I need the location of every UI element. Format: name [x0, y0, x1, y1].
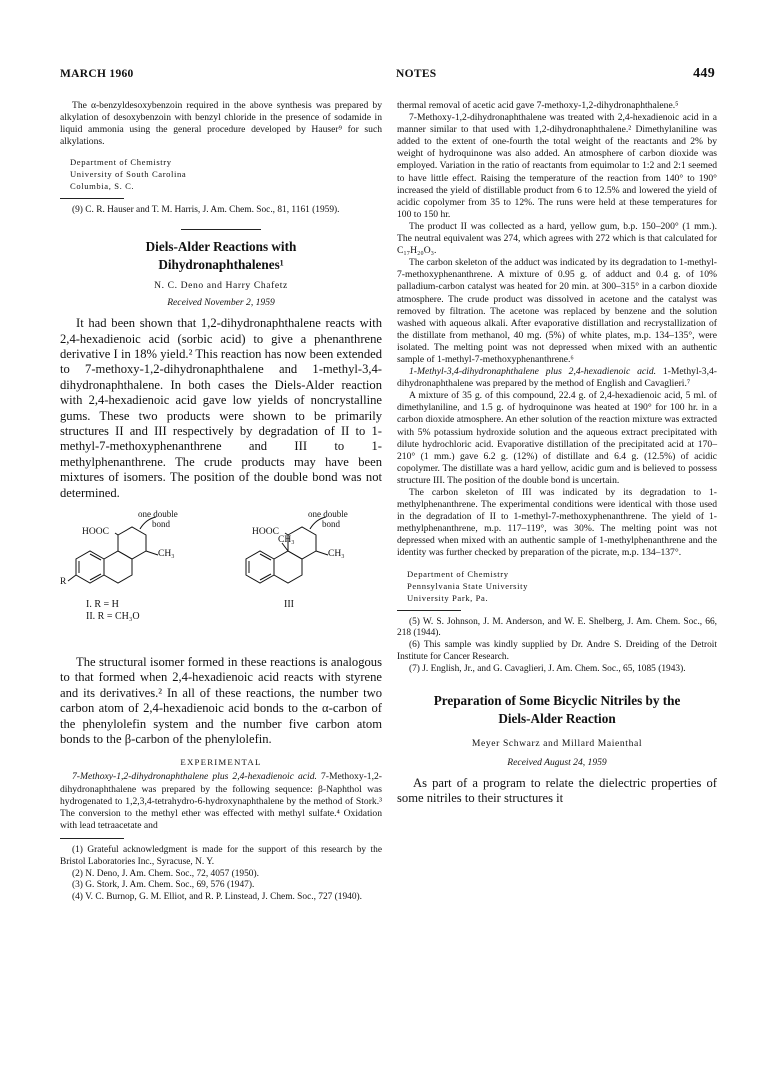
article2-authors: Meyer Schwarz and Millard Maienthal — [471, 737, 643, 749]
affiliation-line: University of South Carolina — [70, 169, 187, 180]
ring-top — [118, 527, 146, 559]
article2-received-date: Received August 24, 1959 — [507, 756, 607, 768]
prev-article-affiliation — [70, 156, 382, 192]
label-bond: bond — [152, 519, 170, 530]
footnote-5: (5) W. S. Johnson, J. M. Anderson, and W. E. Shelberg, J. Am. Chem. Soc., 66, 218 (1944). — [397, 616, 717, 639]
ring-middle — [104, 551, 132, 583]
left-column — [60, 100, 382, 904]
intro-paragraph-1: It had been shown that 1,2-dihydronaphthalene reacts with 2,4-hexadienoic acid (sorbic acid) to give a phenanthrene derivative I in 18% yield.² This reaction has now been extended to 7-methoxy-1,2-dihydronaphthalene and 1-methyl-3,4-dihydronaphthalene. In both cases the Diels-Alder reaction with 2,4-hexadienoic acid gave low yields of noncrystalline gums. These two products were shown to be primarily structures II and III respectively by degradation of II to 1-methyl-7-methoxyphenanthrene and III to 1-methylphenanthrene. The crude products may have been mixtures of isomers. The position of the double bond was not determined. — [60, 316, 382, 500]
footnote-divider — [60, 198, 124, 199]
chemical-structures — [60, 505, 382, 653]
article2-title-line2: Diels-Alder Reaction — [498, 710, 616, 726]
article-divider — [181, 229, 261, 230]
affiliation-line: Pennsylvania State University — [407, 580, 528, 591]
intro-paragraph-2: The structural isomer formed in these reactions is analogous to that formed when 2,4-hexadienoic acid reacts with styrene and its derivatives.² In all of these reactions, the number two carbon atom of 2,4-hexadienoic acid bonds to the α-carbon of the phenylolefin system and the number five carbon atom bonds to the β-carbon of the phenylolefin. — [60, 655, 382, 747]
experimental-heading: EXPERIMENTAL — [180, 757, 262, 768]
right-paragraph-6: A mixture of 35 g. of this compound, 22.4 g. of 2,4-hexadienoic acid, 5 ml. of dimethylaniline, and 1.5 g. of hydroquinone was heated at 190° for 100 hr. in a carbon dioxide atmosphere. An ether solution of the reaction mixture was extracted with 5% potassium hydroxide solution and the aqueous extract precipitated with dilute hydrochloric acid. Evaporative distillation of the precipitated acid at 170–210° (1 mm.) gave 6.2 g. (12%) of distillate and 6.4 g. (12.5%) of acidic copolymer. The distillate was a hard yellow, acidic gum and is believed to possess structure III. The position of the double bond is uncertain. — [397, 390, 717, 486]
affiliation-line: Department of Chemistry — [70, 157, 172, 168]
footnote-2: (2) N. Deno, J. Am. Chem. Soc., 72, 4057 (1950). — [72, 868, 259, 879]
label-hooc: HOOC — [82, 527, 109, 538]
right-column — [397, 100, 717, 806]
label-r: R — [60, 577, 67, 588]
footnote-divider — [60, 838, 124, 839]
footnote-6: (6) This sample was kindly supplied by Dr. Andre S. Dreiding of the Detroit Institute for Cancer Research. — [397, 640, 717, 662]
label-ch3-iii: CH₃ — [328, 549, 345, 560]
right-paragraph-2: 7-Methoxy-1,2-dihydronaphthalene was treated with 2,4-hexadienoic acid in a manner similar to that used with 1,2-dihydronaphthalene.² Dimethylaniline was added to the extent of one-fourth the total weight of the reactants and 2% by weight of hydroquinone was also added. An atmosphere of carbon dioxide was employed. Variation in the ratio of reactants from equimolar to 1:2 and 2:1 seemed to have little effect. Raising the temperature of the reaction from 140° to 190° increased the yield of distillable product from 6 to 12.5% and lowered the yield of acidic copolymer from 35 to 12%. The runs were held at these temperatures for 100 to 150 hr. — [397, 112, 717, 220]
ring-aromatic-iii — [246, 551, 274, 583]
footnote-divider — [397, 610, 461, 611]
label-one-double-iii: one double — [308, 509, 348, 520]
right-paragraph-5-text: 1-Methyl-3,4-dihydronaphthalene was prepared by the method of English and Cavaglieri.⁷ — [397, 366, 717, 390]
label-one-double: one double — [138, 509, 178, 520]
experimental-lead: 7-Methoxy-1,2-dihydronaphthalene plus 2,4-hexadienoic acid. — [72, 771, 317, 783]
label-structure-II: II. R = CH₃O — [86, 611, 140, 623]
affiliation-line: Department of Chemistry — [407, 568, 509, 579]
article-title-line2: Dihydronaphthalenes¹ — [158, 257, 284, 273]
article-title-line1: Diels-Alder Reactions with — [145, 239, 297, 255]
right-paragraph-4: The carbon skeleton of the adduct was indicated by its degradation to 1-methyl-7-methoxyphenanthrene. A mixture of 0.95 g. of adduct and 0.4 g. of 10% palladium-carbon catalyst was heated for 20 min. at 300–315° in a carbon dioxide atmosphere. The crude product was dissolved in acetone and the catalyst was removed by filtration. The acetone was replaced by benzene and the solution washed with aqueous alkali. After evaporative distillation and recrystallization of the distillate from methanol, 40 mg. (5%) of white plates, m.p. 134–135°, were isolated. The melting point was not depressed when mixed with an authentic sample of 1-methyl-7-methoxyphenanthrene.⁶ — [397, 257, 717, 365]
footnote-1: (1) Grateful acknowledgment is made for the support of this research by the Bristol Laboratories Inc., Syracuse, N. Y. — [60, 844, 382, 867]
right-paragraph-5 — [397, 366, 717, 390]
received-date: Received November 2, 1959 — [167, 297, 275, 309]
ring-aromatic — [76, 551, 104, 583]
label-bond-iii: bond — [322, 519, 340, 530]
experimental-paragraph-1 — [60, 771, 382, 831]
right-paragraph-7: The carbon skeleton of III was indicated by its degradation to 1-methylphenanthrene. The experimental conditions were identical with those used in the degradation of II to 1-methyl-7-methoxyphenanthrene. The yield of 1-methylphenanthrene, m.p. 117–119°, was 30%. The melting point was not depressed when mixed with an authentic sample of 1-methylphenanthrene and the identity was further checked by preparation of the picrate, m.p. 134–137°. — [397, 487, 717, 559]
page-number: 449 — [693, 66, 715, 81]
footnote-9: (9) C. R. Hauser and T. M. Harris, J. Am. Chem. Soc., 81, 1161 (1959). — [72, 205, 340, 216]
article2-intro: As part of a program to relate the dielectric properties of some nitriles to their structures it — [397, 775, 717, 805]
label-ch3: CH₃ — [158, 549, 175, 560]
affiliation-line: Columbia, S. C. — [70, 181, 135, 192]
article-authors: N. C. Deno and Harry Chafetz — [154, 280, 288, 292]
right-paragraph-5-lead: 1-Methyl-3,4-dihydronaphthalene plus 2,4-hexadienoic acid. — [409, 366, 657, 378]
running-head — [60, 68, 715, 88]
label-ch3-top-iii: CH₃ — [278, 535, 295, 546]
running-head-section: NOTES — [396, 68, 437, 80]
article2-title-line1: Preparation of Some Bicyclic Nitriles by the — [433, 692, 681, 708]
label-structure-III: III — [284, 599, 294, 611]
affiliation-line: University Park, Pa. — [407, 592, 489, 603]
article2-title — [397, 692, 717, 728]
article-title — [60, 238, 382, 274]
running-head-date: MARCH 1960 — [60, 68, 134, 80]
right-paragraph-3: The product II was collected as a hard, yellow gum, b.p. 150–200° (1 mm.). The neutral equivalent was 274, which agrees with 272 which is that calculated for C₁₇H₂₀O₃. — [397, 220, 717, 257]
ring-middle-iii — [274, 551, 302, 583]
right-paragraph-1: thermal removal of acetic acid gave 7-methoxy-1,2-dihydronaphthalene.⁵ — [397, 100, 679, 111]
footnote-4: (4) V. C. Burnop, G. M. Elliot, and R. P. Linstead, J. Chem. Soc., 727 (1940). — [72, 892, 363, 903]
footnote-7: (7) J. English, Jr., and G. Cavaglieri, J. Am. Chem. Soc., 65, 1085 (1943). — [409, 663, 686, 674]
label-hooc-iii: HOOC — [252, 527, 279, 538]
experimental-text: 7-Methoxy-1,2-dihydronaphthalene was prepared by the following sequence: β-Naphthol was hydrogenated to 1,2,3,4-tetrahydro-6-hydroxynaphthalene by the method of Stork.³ The conversion to the methyl ether was effected with methyl sulfate.⁴ Oxidation with lead tetraacetate and — [60, 771, 382, 831]
footnote-3: (3) G. Stork, J. Am. Chem. Soc., 69, 576 (1947). — [72, 880, 255, 891]
label-structure-I: I. R = H — [86, 599, 119, 611]
prev-article-paragraph: The α-benzyldesoxybenzoin required in the above synthesis was prepared by alkylation of desoxybenzoin with benzyl chloride in the presence of sodamide in liquid ammonia using the general procedure developed by Hauser⁹ for such alkylations. — [60, 100, 382, 148]
article-affiliation — [407, 568, 717, 604]
